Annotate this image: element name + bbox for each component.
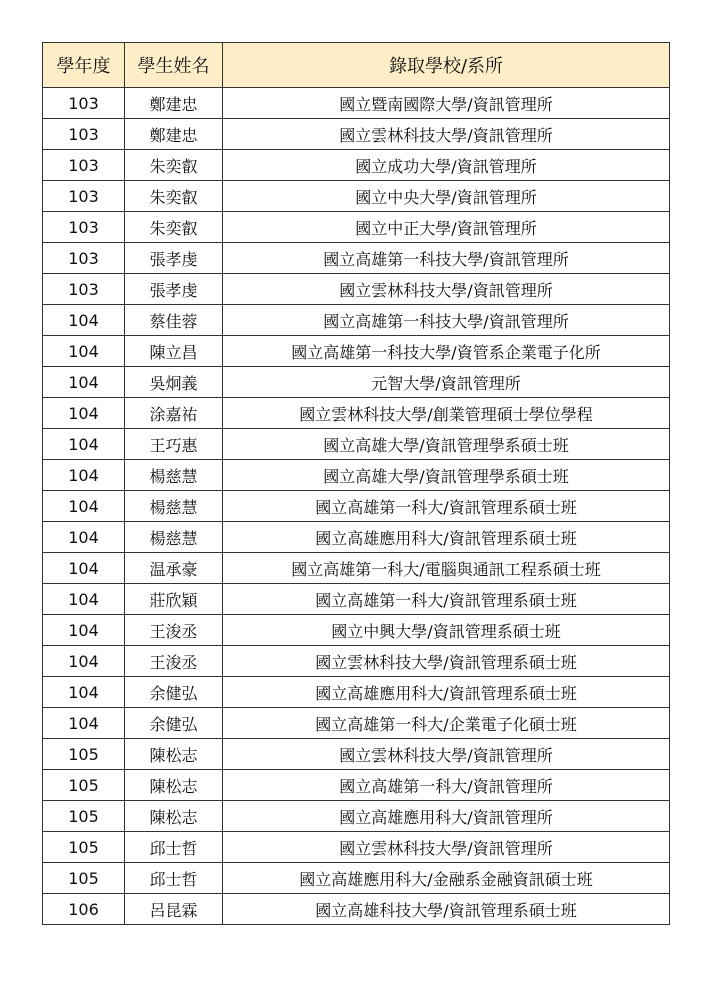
admissions-sheet [42, 42, 669, 925]
table-row [43, 832, 670, 863]
cell-admitted-school-department: 國立高雄第一科技大學/資訊管理所 [223, 305, 670, 336]
admissions-table [42, 42, 670, 925]
cell-student-name: 涂嘉祐 [125, 398, 223, 429]
cell-student-name: 余健弘 [125, 708, 223, 739]
cell-student-name: 温承豪 [125, 553, 223, 584]
cell-academic-year: 104 [43, 522, 125, 553]
cell-academic-year: 104 [43, 646, 125, 677]
cell-admitted-school-department: 國立高雄應用科大/資訊管理系碩士班 [223, 677, 670, 708]
cell-admitted-school-department: 國立高雄應用科大/金融系金融資訊碩士班 [223, 863, 670, 894]
table-row [43, 429, 670, 460]
cell-academic-year: 103 [43, 119, 125, 150]
cell-student-name: 朱奕叡 [125, 150, 223, 181]
table-row [43, 522, 670, 553]
cell-student-name: 陳立昌 [125, 336, 223, 367]
table-row [43, 584, 670, 615]
cell-admitted-school-department: 國立雲林科技大學/資訊管理所 [223, 274, 670, 305]
cell-student-name: 張孝虔 [125, 274, 223, 305]
header-row [43, 43, 670, 88]
cell-academic-year: 103 [43, 181, 125, 212]
cell-student-name: 吳炯義 [125, 367, 223, 398]
cell-admitted-school-department: 國立暨南國際大學/資訊管理所 [223, 88, 670, 119]
cell-admitted-school-department: 國立高雄第一科大/資訊管理系碩士班 [223, 584, 670, 615]
table-row [43, 708, 670, 739]
cell-academic-year: 104 [43, 553, 125, 584]
table-row [43, 677, 670, 708]
table-row [43, 398, 670, 429]
cell-academic-year: 104 [43, 429, 125, 460]
cell-student-name: 莊欣穎 [125, 584, 223, 615]
cell-academic-year: 105 [43, 863, 125, 894]
cell-academic-year: 104 [43, 398, 125, 429]
cell-academic-year: 104 [43, 677, 125, 708]
cell-admitted-school-department: 國立雲林科技大學/資訊管理所 [223, 739, 670, 770]
table-row [43, 491, 670, 522]
table-row [43, 367, 670, 398]
cell-academic-year: 104 [43, 491, 125, 522]
cell-academic-year: 104 [43, 305, 125, 336]
cell-academic-year: 103 [43, 88, 125, 119]
cell-student-name: 呂昆霖 [125, 894, 223, 925]
cell-student-name: 邱士哲 [125, 863, 223, 894]
cell-academic-year: 103 [43, 274, 125, 305]
cell-student-name: 余健弘 [125, 677, 223, 708]
table-row [43, 243, 670, 274]
table-row [43, 553, 670, 584]
cell-academic-year: 104 [43, 336, 125, 367]
table-row [43, 646, 670, 677]
table-row [43, 119, 670, 150]
header-student-name: 學生姓名 [125, 43, 223, 88]
cell-admitted-school-department: 國立中央大學/資訊管理所 [223, 181, 670, 212]
cell-admitted-school-department: 元智大學/資訊管理所 [223, 367, 670, 398]
cell-admitted-school-department: 國立高雄應用科大/資訊管理所 [223, 801, 670, 832]
table-row [43, 615, 670, 646]
cell-admitted-school-department: 國立雲林科技大學/資訊管理系碩士班 [223, 646, 670, 677]
cell-admitted-school-department: 國立高雄第一科技大學/資訊管理所 [223, 243, 670, 274]
cell-academic-year: 104 [43, 615, 125, 646]
cell-admitted-school-department: 國立高雄第一科技大學/資管系企業電子化所 [223, 336, 670, 367]
cell-academic-year: 103 [43, 243, 125, 274]
cell-admitted-school-department: 國立高雄大學/資訊管理學系碩士班 [223, 429, 670, 460]
table-row [43, 212, 670, 243]
table-row [43, 894, 670, 925]
cell-admitted-school-department: 國立高雄大學/資訊管理學系碩士班 [223, 460, 670, 491]
cell-academic-year: 106 [43, 894, 125, 925]
cell-student-name: 王浚丞 [125, 615, 223, 646]
table-row [43, 770, 670, 801]
cell-academic-year: 103 [43, 150, 125, 181]
table-row [43, 181, 670, 212]
cell-admitted-school-department: 國立雲林科技大學/資訊管理所 [223, 832, 670, 863]
header-admitted-school-department: 錄取學校/系所 [223, 43, 670, 88]
table-row [43, 274, 670, 305]
cell-student-name: 王巧惠 [125, 429, 223, 460]
cell-student-name: 鄭建忠 [125, 119, 223, 150]
table-row [43, 739, 670, 770]
cell-admitted-school-department: 國立中正大學/資訊管理所 [223, 212, 670, 243]
table-row [43, 88, 670, 119]
cell-academic-year: 105 [43, 801, 125, 832]
cell-student-name: 張孝虔 [125, 243, 223, 274]
cell-student-name: 鄭建忠 [125, 88, 223, 119]
cell-student-name: 蔡佳蓉 [125, 305, 223, 336]
cell-academic-year: 104 [43, 584, 125, 615]
cell-academic-year: 105 [43, 832, 125, 863]
cell-admitted-school-department: 國立高雄科技大學/資訊管理系碩士班 [223, 894, 670, 925]
cell-student-name: 邱士哲 [125, 832, 223, 863]
cell-student-name: 陳松志 [125, 739, 223, 770]
cell-admitted-school-department: 國立成功大學/資訊管理所 [223, 150, 670, 181]
cell-admitted-school-department: 國立雲林科技大學/創業管理碩士學位學程 [223, 398, 670, 429]
table-row [43, 801, 670, 832]
cell-admitted-school-department: 國立高雄第一科大/企業電子化碩士班 [223, 708, 670, 739]
cell-student-name: 陳松志 [125, 770, 223, 801]
cell-academic-year: 105 [43, 739, 125, 770]
cell-admitted-school-department: 國立高雄第一科大/資訊管理系碩士班 [223, 491, 670, 522]
table-header [43, 43, 670, 88]
table-row [43, 460, 670, 491]
table-row [43, 863, 670, 894]
cell-academic-year: 104 [43, 367, 125, 398]
cell-admitted-school-department: 國立雲林科技大學/資訊管理所 [223, 119, 670, 150]
cell-admitted-school-department: 國立高雄應用科大/資訊管理系碩士班 [223, 522, 670, 553]
cell-academic-year: 105 [43, 770, 125, 801]
table-body [43, 88, 670, 925]
table-row [43, 336, 670, 367]
table-row [43, 305, 670, 336]
cell-student-name: 楊慈慧 [125, 491, 223, 522]
cell-student-name: 王浚丞 [125, 646, 223, 677]
cell-student-name: 陳松志 [125, 801, 223, 832]
cell-student-name: 楊慈慧 [125, 460, 223, 491]
cell-student-name: 楊慈慧 [125, 522, 223, 553]
cell-student-name: 朱奕叡 [125, 212, 223, 243]
cell-admitted-school-department: 國立高雄第一科大/資訊管理所 [223, 770, 670, 801]
cell-academic-year: 103 [43, 212, 125, 243]
cell-academic-year: 104 [43, 460, 125, 491]
table-row [43, 150, 670, 181]
cell-academic-year: 104 [43, 708, 125, 739]
cell-student-name: 朱奕叡 [125, 181, 223, 212]
cell-admitted-school-department: 國立高雄第一科大/電腦與通訊工程系碩士班 [223, 553, 670, 584]
header-academic-year: 學年度 [43, 43, 125, 88]
cell-admitted-school-department: 國立中興大學/資訊管理系碩士班 [223, 615, 670, 646]
